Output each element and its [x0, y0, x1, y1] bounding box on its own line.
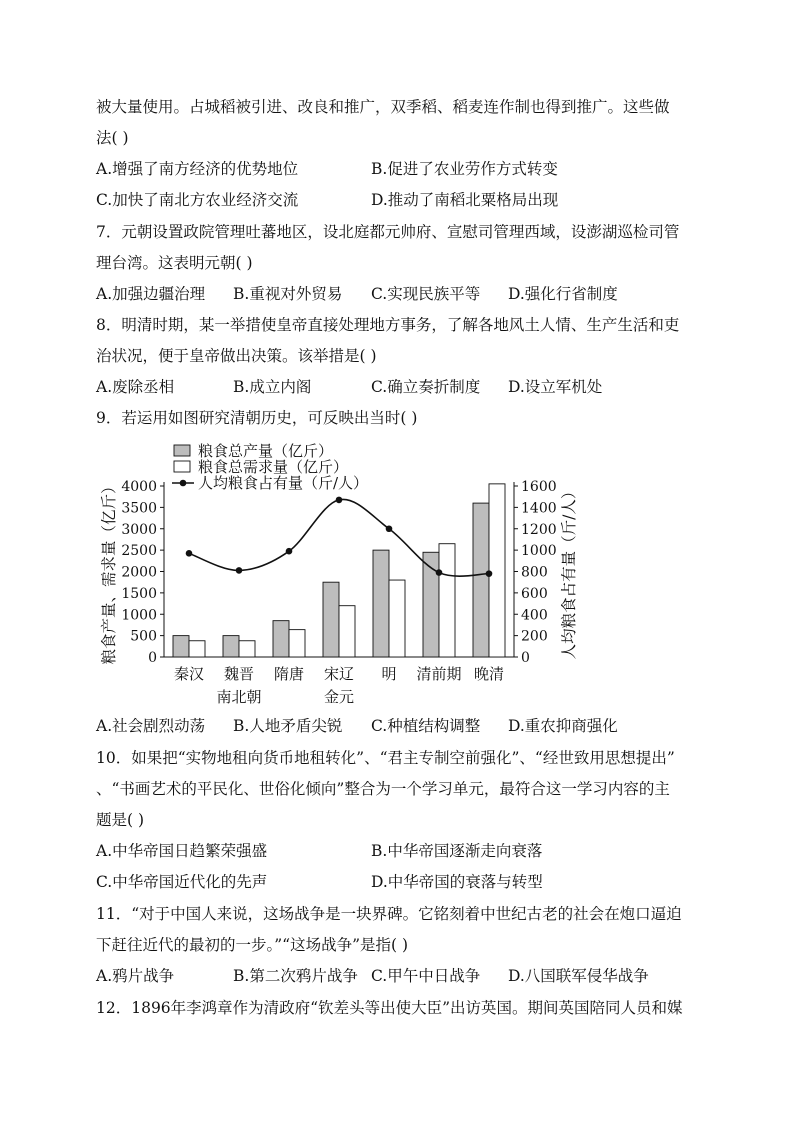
grain-chart — [96, 436, 578, 706]
left-tick-label: 1500 — [121, 585, 157, 602]
right-tick-label: 1400 — [521, 500, 557, 517]
per-capita-point — [436, 569, 443, 576]
per-capita-point — [186, 550, 193, 557]
left-tick-label: 0 — [148, 650, 157, 666]
bar-production — [373, 550, 389, 657]
chart-bars — [173, 484, 505, 657]
bar-demand — [289, 630, 305, 657]
x-category-label: 晚清 — [473, 665, 505, 683]
q11-option-b: B.第二次鸦片战争 — [233, 967, 358, 985]
q7-stem-line-1: 7．元朝设置政院管理吐蕃地区，设北庭都元帅府、宣慰司管理西域，设澎湖巡检司管 — [96, 223, 680, 241]
q9-option-b: B.人地矛盾尖锐 — [233, 717, 343, 735]
q6-option-c: C.加快了南北方农业经济交流 — [96, 191, 299, 209]
intro-text-line-1: 被大量使用。占城稻被引进、改良和推广，双季稻、稻麦连作制也得到推广。这些做 — [96, 98, 670, 116]
bar-production — [323, 582, 339, 657]
q7-option-b: B.重视对外贸易 — [233, 285, 343, 303]
q12-stem-line-1: 12．1896年李鸿章作为清政府“钦差头等出使大臣”出访英国。期间英国陪同人员和媒 — [96, 999, 683, 1017]
legend-swatch-point — [180, 480, 187, 487]
left-tick-label: 4000 — [121, 479, 157, 495]
right-tick-label: 600 — [521, 585, 548, 602]
q6-option-d: D.推动了南稻北粟格局出现 — [371, 191, 559, 209]
q9-option-d: D.重农抑商强化 — [508, 717, 618, 735]
per-capita-point — [286, 548, 293, 555]
bar-demand — [339, 606, 355, 657]
left-tick-label: 1000 — [121, 607, 157, 624]
bar-production — [223, 636, 239, 657]
left-tick-label: 3000 — [121, 521, 157, 538]
bar-production — [273, 621, 289, 657]
q10-option-c: C.中华帝国近代化的先声 — [96, 873, 268, 891]
x-category-label: 明 — [381, 665, 397, 683]
x-category-label: 金元 — [323, 688, 355, 706]
q11-option-c: C.甲午中日战争 — [371, 967, 481, 985]
x-category-label: 清前期 — [416, 665, 462, 683]
left-tick-label: 3500 — [121, 500, 157, 517]
right-tick-label: 800 — [521, 564, 548, 581]
q8-option-a: A.废除丞相 — [96, 378, 175, 396]
bar-production — [473, 503, 489, 657]
chart-legend — [172, 442, 368, 492]
x-category-label: 魏晋 — [223, 665, 255, 683]
per-capita-point — [336, 497, 343, 504]
legend-label-per-capita: 人均粮食占有量（斤/人） — [198, 474, 369, 492]
right-tick-label: 1200 — [521, 521, 557, 538]
right-tick-label: 1000 — [521, 543, 557, 560]
bar-demand — [489, 484, 505, 657]
q11-stem-line-1: 11．“对于中国人来说，这场战争是一块界碑。它铭刻着中世纪古老的社会在炮口逼迫 — [96, 905, 682, 923]
q7-stem-line-2: 理台湾。这表明元朝( ) — [96, 254, 253, 272]
bar-demand — [389, 580, 405, 657]
q6-option-b: B.促进了农业劳作方式转变 — [371, 160, 558, 178]
q7-option-d: D.强化行省制度 — [508, 285, 618, 303]
q11-option-a: A.鸦片战争 — [96, 967, 175, 985]
right-tick-label: 1600 — [521, 479, 557, 495]
per-capita-point — [236, 567, 243, 574]
bar-demand — [239, 641, 255, 657]
q10-option-b: B.中华帝国逐渐走向衰落 — [371, 842, 543, 860]
q8-stem-line-2: 治状况，便于皇帝做出决策。该举措是( ) — [96, 347, 377, 365]
q11-option-d: D.八国联军侵华战争 — [508, 967, 649, 985]
bar-production — [173, 636, 189, 657]
x-category-label: 秦汉 — [173, 665, 205, 683]
q8-option-c: C.确立奏折制度 — [371, 378, 481, 396]
q9-option-a: A.社会剧烈动荡 — [96, 717, 206, 735]
per-capita-point — [386, 525, 393, 532]
legend-label-demand: 粮食总需求量（亿斤） — [198, 458, 349, 476]
q8-option-d: D.设立军机处 — [508, 378, 603, 396]
q10-stem-line-1: 10．如果把“实物地租向货币地租转化”、“君主专制空前强化”、“经世致用思想提出” — [96, 749, 675, 767]
x-category-label: 南北朝 — [216, 688, 262, 706]
left-tick-label: 2000 — [121, 564, 157, 581]
q10-option-d: D.中华帝国的衰落与转型 — [371, 873, 543, 891]
q9-option-c: C.种植结构调整 — [371, 717, 481, 735]
left-axis-title: 粮食产量、需求量（亿斤） — [100, 478, 118, 665]
bar-demand — [439, 544, 455, 657]
q8-stem-line-1: 8．明清时期，某一举措使皇帝直接处理地方事务，了解各地风土人情、生产生活和吏 — [96, 316, 680, 334]
q10-stem-line-3: 题是( ) — [96, 811, 145, 829]
intro-text-line-2: 法( ) — [96, 129, 129, 147]
left-tick-label: 500 — [130, 628, 157, 645]
q6-option-a: A.增强了南方经济的优势地位 — [96, 160, 299, 178]
q10-stem-line-2: 、“书画艺术的平民化、世俗化倾向”整合为一个学习单元，最符合这一学习内容的主 — [96, 780, 670, 798]
per-capita-point — [486, 570, 493, 577]
x-category-label: 隋唐 — [273, 665, 305, 683]
q8-option-b: B.成立内阁 — [233, 378, 312, 396]
legend-label-production: 粮食总产量（亿斤） — [198, 442, 334, 460]
q9-stem-line-1: 9．若运用如图研究清朝历史，可反映出当时( ) — [96, 409, 418, 427]
right-axis-title: 人均粮食占有量（斤/人） — [560, 483, 578, 660]
right-tick-label: 400 — [521, 607, 548, 624]
x-category-label: 宋辽 — [323, 665, 355, 683]
right-tick-label: 200 — [521, 628, 548, 645]
q7-option-a: A.加强边疆治理 — [96, 285, 206, 303]
left-tick-label: 2500 — [121, 543, 157, 560]
q10-option-a: A.中华帝国日趋繁荣强盛 — [96, 842, 268, 860]
right-tick-label: 0 — [521, 650, 530, 666]
q11-stem-line-2: 下赶往近代的最初的一步。”“这场战争”是指( ) — [96, 936, 409, 954]
legend-swatch-demand — [174, 461, 190, 472]
q7-option-c: C.实现民族平等 — [371, 285, 481, 303]
legend-swatch-production — [174, 445, 190, 456]
bar-demand — [189, 641, 205, 657]
